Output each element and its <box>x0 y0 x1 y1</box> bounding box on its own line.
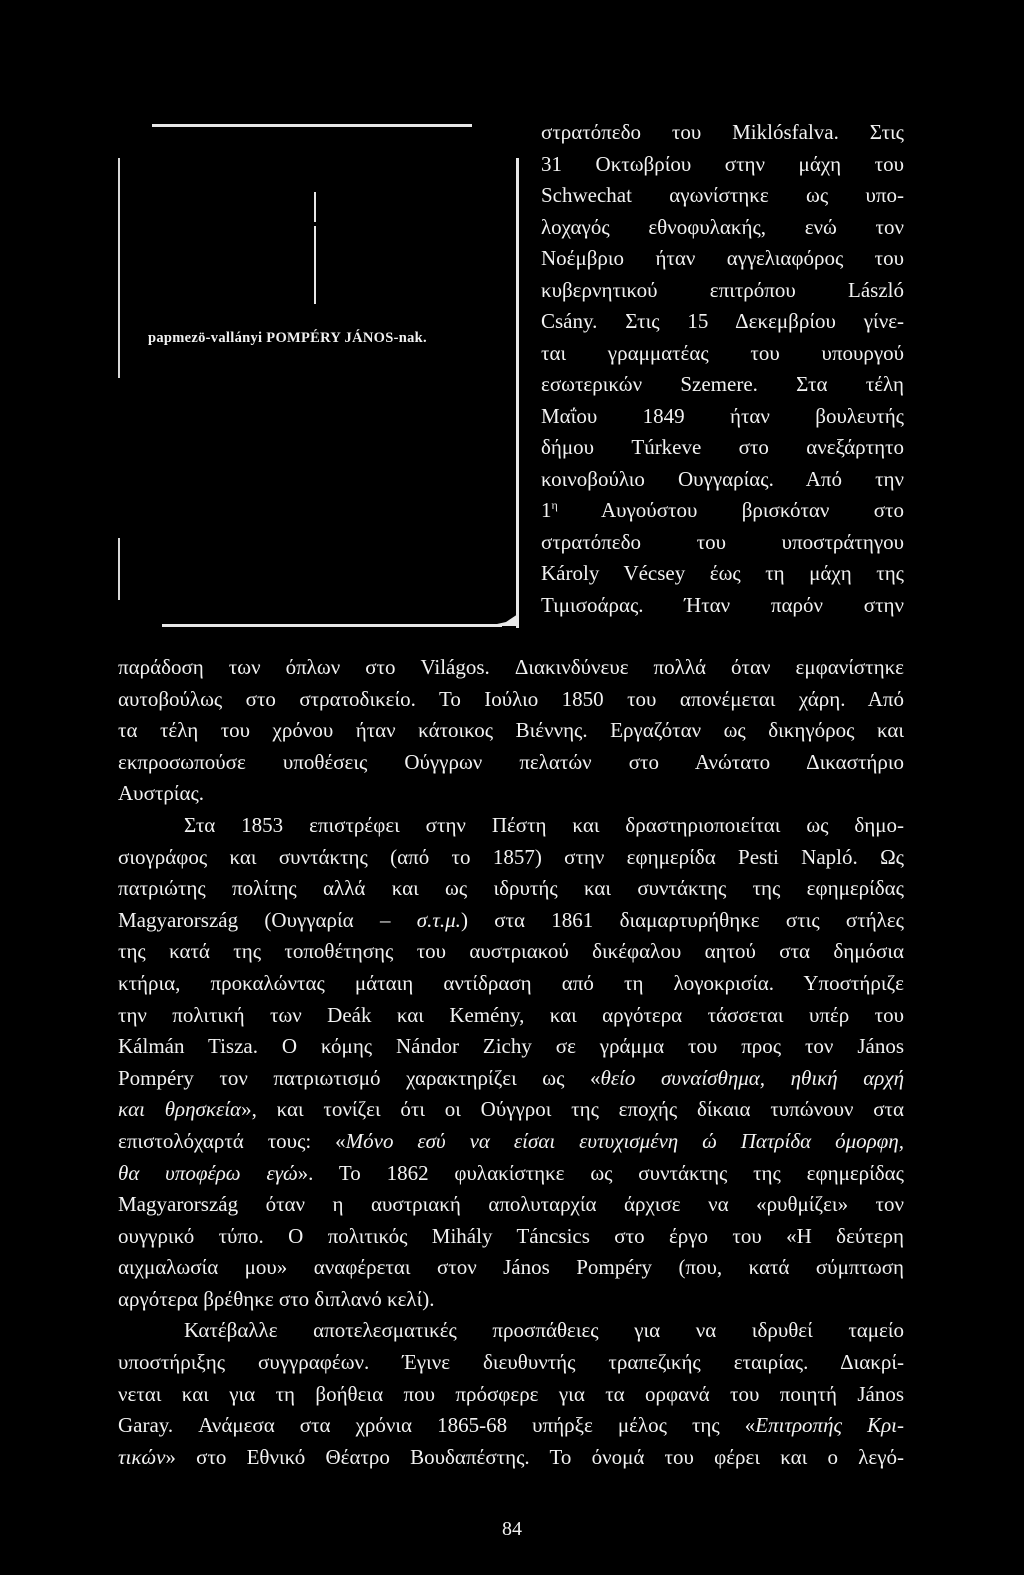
text-line: αργότερα βρέθηκε στο διπλανό κελί). <box>118 1286 435 1311</box>
text-line-italic <box>118 1094 904 1126</box>
text-line: Τιμισοάρας. Ήταν παρόν στην <box>541 592 904 617</box>
text-line: πατριώτης πολίτης αλλά και ως ιδρυτής και συντάκτης της εφημερίδας <box>118 876 904 901</box>
italic-run: Επιτροπής Κρι- <box>755 1413 904 1438</box>
text-line: Schwechat αγωνίστηκε ως υπο- <box>541 183 904 207</box>
text-run: » στο Εθνικό Θέατρο Βουδαπέστης. Το όνομά του φέρει και ο λεγό- <box>165 1444 904 1469</box>
text-line: Kálmán Tisza. Ο κόμης Nándor Zichy σε γράμμα του προς τον János <box>118 1034 904 1059</box>
text-line: νεται και για τη βοήθεια που πρόσφερε για τα ορφανά του ποιητή János <box>118 1381 904 1406</box>
text-line: Νοέμβριο ήταν αγγελιαφόρος του <box>541 246 904 270</box>
frame-border-left-low <box>118 538 120 600</box>
frame-border-left <box>118 158 120 378</box>
text-run: επιστολόχαρτά τους: « <box>118 1128 346 1153</box>
italic-run: Μόνο εσύ να είσαι ευτυχισμένη ώ Πατρίδα όμορφη, <box>345 1128 904 1153</box>
portrait-caption: papmezö-vallányi POMPÉRY JÁNOS-nak. <box>148 330 427 346</box>
text-run: », και τονίζει ότι οι Ούγγροι της εποχής δίκαια τυπώνουν στα <box>241 1097 904 1122</box>
ordinal-superscript: η <box>551 498 558 512</box>
italic-run: θα υποφέρω εγώ <box>118 1160 298 1185</box>
frame-border-bottom <box>162 624 502 627</box>
text-run: ) στα 1861 διαμαρτυρήθηκε στις στήλες <box>460 907 904 932</box>
italic-run: και θρησκεία <box>118 1097 242 1122</box>
text-line-italic <box>118 1442 904 1474</box>
text-line-italic <box>118 1158 904 1190</box>
text-line: ουγγρικό τύπο. Ο πολιτικός Mihály Táncsics στο έργο του «Η δεύτερη <box>118 1223 904 1248</box>
paragraph-start: Στα 1853 επιστρέφει στην Πέστη και δραστηριοποιείται ως δημο- <box>184 812 904 837</box>
text-line: αιχμαλωσία μου» αναφέρεται στον János Pompéry (που, κατά σύμπτωση <box>118 1255 904 1280</box>
text-line: σιογράφος και συντάκτης (από το 1857) στην εφημερίδα Pesti Napló. Ως <box>118 844 904 869</box>
text-line: της κατά της τοποθέτησης του αυστριακού δικέφαλου αητού στα δημόσια <box>118 939 904 964</box>
frame-mark <box>314 226 316 304</box>
frame-mark <box>314 192 316 222</box>
text-line-italic <box>118 1410 904 1442</box>
text-line-italic <box>118 905 904 937</box>
text-line: κυβερνητικού επιτρόπου László <box>541 277 904 302</box>
text-run: Pompéry τον πατριωτισμό χαρακτηρίζει ως « <box>118 1065 601 1090</box>
text-line: τα τέλη του χρόνου ήταν κάτοικος Βιέννης. Εργαζόταν ως δικηγόρος και <box>118 718 904 743</box>
text-run: Magyarország (Ουγγαρία – <box>118 907 417 932</box>
italic-run: τικών <box>118 1444 166 1469</box>
portrait-figure <box>118 118 520 628</box>
frame-border-right <box>516 158 519 628</box>
text-line: Μαΐου 1849 ήταν βουλευτής <box>541 403 904 428</box>
main-text <box>118 652 904 1473</box>
text-line: Csány. Στις 15 Δεκεμβρίου γίνε- <box>541 309 904 333</box>
text-line: κτήρια, προκαλώντας μάταιη αντίδραση από τη λογοκρισία. Υποστήριζε <box>118 970 904 995</box>
text-line: Magyarország όταν η αυστριακή απολυταρχία άρχισε να «ρυθμίζει» τον <box>118 1192 904 1217</box>
text-run: ». Το 1862 φυλακίστηκε ως συντάκτης της εφημερίδας <box>297 1160 904 1185</box>
text-line: στρατόπεδο του Miklósfalva. Στις <box>541 120 904 144</box>
text-run: Garay. Ανάμεσα στα χρόνια 1865-68 υπήρξε μέλος της « <box>118 1413 756 1438</box>
text-line: δήμου Túrkeve στο ανεξάρτητο <box>541 435 904 459</box>
text-line-italic <box>118 1126 904 1158</box>
text-line: την πολιτική των Deák και Kemény, και αργότερα τάσσεται υπέρ του <box>118 1002 904 1027</box>
text-line: Károly Vécsey έως τη μάχη της <box>541 561 904 585</box>
text-line-italic <box>118 1063 904 1095</box>
side-column-text <box>541 117 904 621</box>
text-line: στρατόπεδο του υποστράτηγου <box>541 529 904 554</box>
page-number: 84 <box>502 1518 522 1540</box>
text-line: λοχαγός εθνοφυλακής, ενώ τον <box>541 214 904 239</box>
text-line: υποστήριξης συγγραφέων. Έγινε διευθυντής τραπεζικής εταιρίας. Διακρί- <box>118 1350 904 1375</box>
italic-run: θείο συναίσθημα, ηθική αρχή <box>600 1065 905 1090</box>
text-line: 31 Οκτωβρίου στην μάχη του <box>541 151 904 176</box>
frame-border-top <box>152 124 472 127</box>
date-number: 1 <box>541 498 552 522</box>
text-line: εσωτερικών Szemere. Στα τέλη <box>541 372 904 396</box>
text-line: εκπροσωπούσε υποθέσεις Ούγγρων πελατών στο Ανώτατο Δικαστήριο <box>118 749 904 774</box>
text-line: αυτοβούλως στο στρατοδικείο. Το Ιούλιο 1850 του απονέμεται χάρη. Από <box>118 686 904 711</box>
frame-corner-mark <box>488 614 518 626</box>
italic-run: σ.τ.μ. <box>416 907 461 932</box>
text-line: ται γραμματέας του υπουργού <box>541 340 904 365</box>
text-line: παράδοση των όπλων στο Világos. Διακινδύνευε πολλά όταν εμφανίστηκε <box>118 655 904 679</box>
text-line: κοινοβούλιο Ουγγαρίας. Από την <box>541 466 904 491</box>
paragraph-start: Κατέβαλλε αποτελεσματικές προσπάθειες για να ιδρυθεί ταμείο <box>184 1318 904 1343</box>
text-line: Αυστρίας. <box>118 781 205 806</box>
text-run: Αυγούστου βρισκόταν στο <box>557 498 904 522</box>
text-line-superscript <box>541 495 904 527</box>
